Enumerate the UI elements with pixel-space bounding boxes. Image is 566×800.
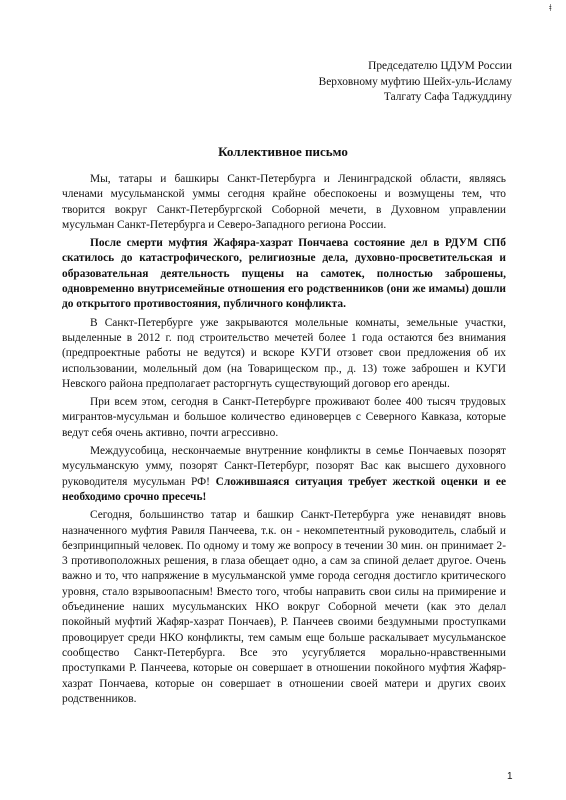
paragraph-1: Мы, татары и башкиры Санкт-Петербурга и Ленинградской области, являясь членами мусульманской уммы сегодня крайне обеспокоены и возмущены тем, что творится вокруг Санкт-Петербургской Соборной мечети, в Духовном управлении мусульман Санкт-Петербурга и Северо-Западного региона России. bbox=[62, 173, 506, 231]
paragraph-2: После смерти муфтия Жафяра-хазрат Пончаева состояние дел в РДУМ СПб скатилось до катастрофического, религиозные дела, духовно-просветительская и образовательная деятельность пущены на самотек, полностью заброшены, одновременно внутрисемейные отношения его родственников (они же имамы) дошли до открытого противостояния, публичного конфликта. bbox=[62, 237, 506, 311]
paragraph-5-emphasis: Сложившаяся ситуация требует жесткой оценки и ее необходимо срочно пресечь! bbox=[62, 475, 506, 503]
paragraph-6: Сегодня, большинство татар и башкир Санкт-Петербурга уже ненавидят вновь назначенного муфтия Равиля Панчеева, т.к. он - некомпетентный руководитель, слабый и безпринципный человек. По одному и тому же вопросу в течении 30 мин. он принимает 2-3 противоположных решения, в глаза обещает одно, а сам за спиной делает другое. Очень важно и то, что напряжение в мусульманской умме города сегодня достигло критического уровня, стало взрывоопасным! Вместо того, чтобы направить свои силы на примирение и объединение наших мусульманских НКО вокруг Соборной мечети (как это делал покойный муфтий Жафяр-хазрат Пончаев), Р. Панчеев своими бездумными проступками провоцирует среди НКО конфликты, тем самым еще больше раскалывает мусульманское сообщество Санкт-Петербурга. Все это усугубляется морально-нравственными проступками Р. Панчеева, которые он совершает в отношении покойного муфтия Жафяр-хазрат Пончаева, которые он совершает в отношении своей матери и других своих родственников. bbox=[62, 509, 506, 705]
addressee-line-1: Председателю ЦДУМ России bbox=[368, 60, 512, 72]
addressee-block bbox=[250, 59, 512, 106]
paragraph-3: В Санкт-Петербурге уже закрываются молельные комнаты, земельные участки, выделенные в 2012 г. под строительство мечетей более 1 года остаются без внимания (предпроектные работы не ведутся) и вскоре КУГИ отзовет свои предложения об их использовании, молельный дом (на Товарищеском пр., д. 13) тоже заброшен и КУГИ Невского района предполагает расторгнуть существующий договор его аренды. bbox=[62, 316, 506, 390]
paragraph-5 bbox=[62, 444, 506, 505]
page-number: 1 bbox=[507, 771, 513, 782]
letter-body bbox=[62, 172, 506, 710]
addressee-line-3: Талгату Сафа Таджуддину bbox=[383, 91, 512, 103]
paragraph-5-text: Междуусобица, нескончаемые внутренние конфликты в семье Пончаевых позорят мусульманскую умму, позорят Санкт-Петербург, позорят Вас как высшего духовного руководителя мусульман РФ! bbox=[62, 445, 506, 488]
letter-title: Коллективное письмо bbox=[218, 144, 348, 159]
paragraph-4: При всем этом, сегодня в Санкт-Петербурге проживают более 400 тысяч трудовых мигрантов-мусульман и большое количество единоверцев с Северного Кавказа, которые ведут себя очень активно, почти агрессивно. bbox=[62, 396, 506, 439]
corner-mark: ǂ bbox=[549, 3, 552, 14]
addressee-line-2: Верховному муфтию Шейх-уль-Исламу bbox=[318, 75, 512, 88]
